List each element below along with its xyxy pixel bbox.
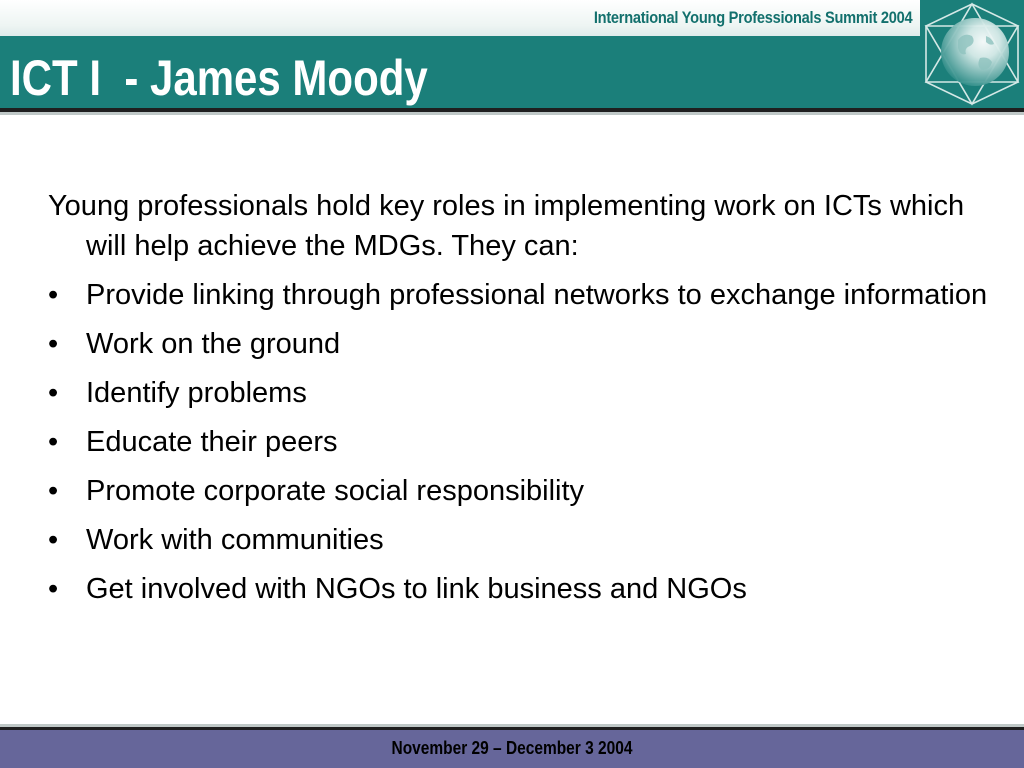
bullet-glyph: • [48, 377, 59, 409]
footer-date-range: November 29 – December 3 2004 [391, 738, 633, 758]
bullet-item [48, 569, 988, 609]
footer-band [0, 730, 1024, 768]
bullet-text: Promote corporate social responsibility [86, 475, 585, 507]
bullet-text: Provide linking through professional networks to exchange information [86, 279, 988, 311]
slide-body [48, 186, 988, 618]
bullet-text: Work with communities [86, 524, 384, 556]
header-divider-shadow [0, 112, 1024, 115]
bullet-item [48, 471, 988, 511]
intro-paragraph: Young professionals hold key roles in implementing work on ICTs which will help achieve the MDGs. They can: [48, 190, 965, 262]
slide-title: ICT I - James Moody [10, 50, 428, 106]
globe-logo-graphic [920, 0, 1024, 108]
bullet-text: Get involved with NGOs to link business and NGOs [86, 573, 747, 605]
bullet-text: Work on the ground [86, 328, 341, 360]
bullet-glyph: • [48, 328, 59, 360]
summit-name: International Young Professionals Summit 2004 [593, 8, 912, 27]
bullet-glyph: • [48, 573, 59, 605]
bullet-item [48, 422, 988, 462]
bullet-glyph: • [48, 426, 59, 458]
bullet-item [48, 520, 988, 560]
bullet-text: Educate their peers [86, 426, 338, 458]
bullet-item [48, 373, 988, 413]
globe-icon [920, 0, 1024, 108]
header-band [0, 0, 1024, 108]
bullet-item [48, 275, 988, 315]
bullet-glyph: • [48, 279, 59, 311]
bullet-glyph: • [48, 475, 59, 507]
bullet-glyph: • [48, 524, 59, 556]
bullet-text: Identify problems [86, 377, 307, 409]
bullet-list [48, 275, 988, 609]
bullet-item [48, 324, 988, 364]
